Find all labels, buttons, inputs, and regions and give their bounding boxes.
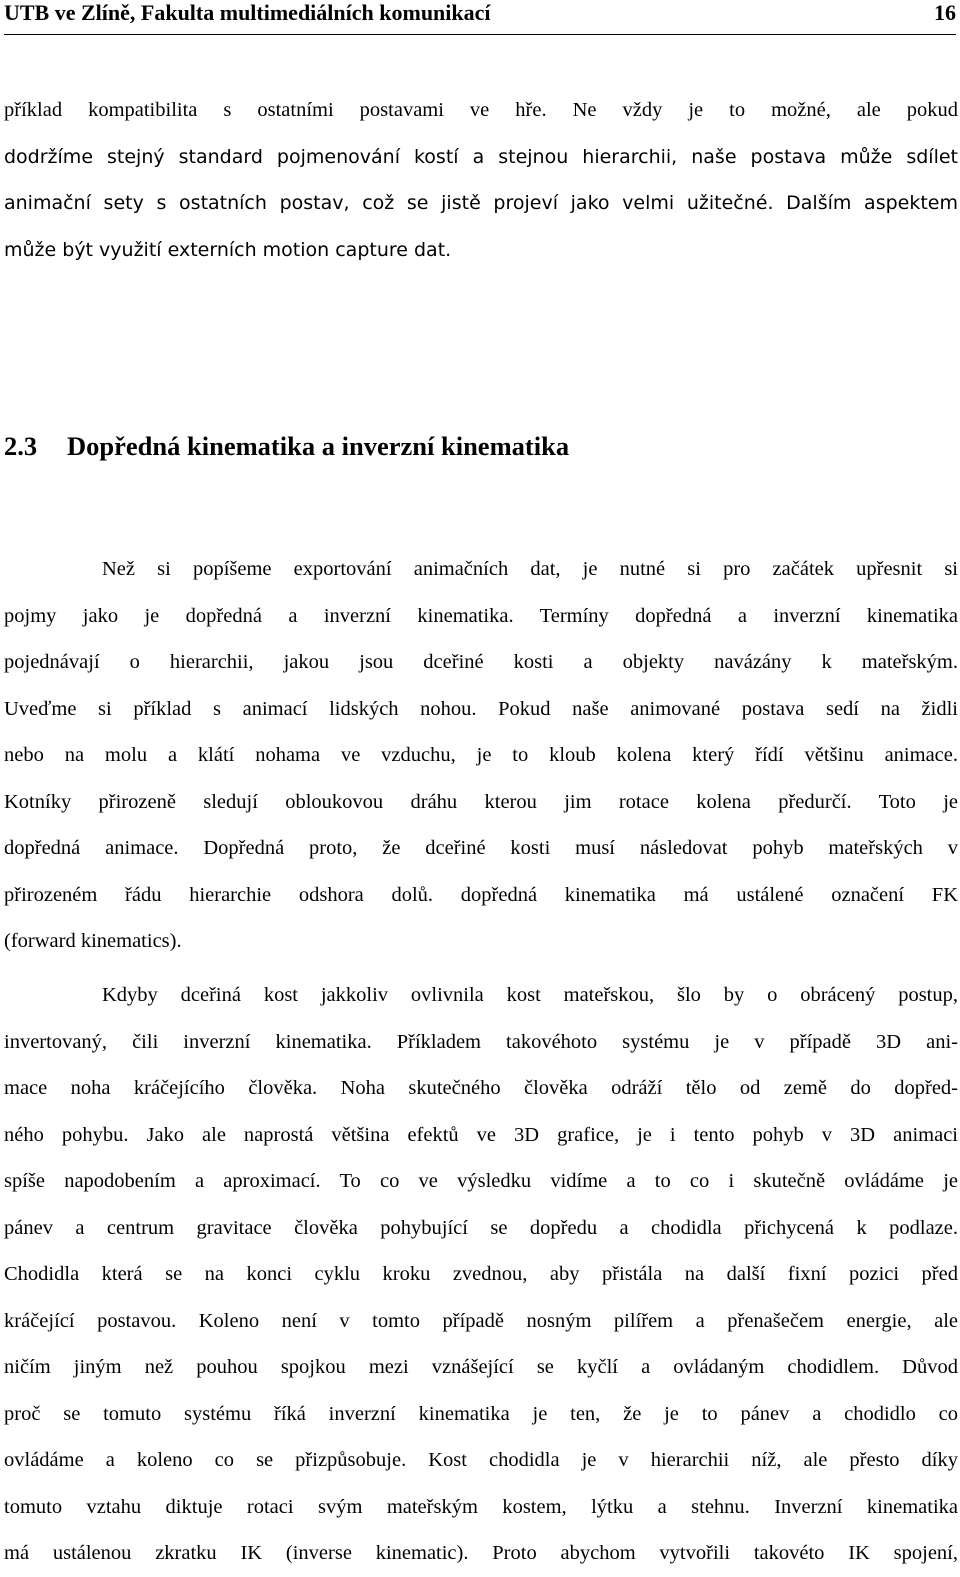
text-line: spíše napodobením a aproximací. To co ve výsledku vidíme a to co i skutečně ovládáme je [4,1170,958,1192]
section-number: 2.3 [4,431,38,461]
text-line: (forward kinematics). [4,930,182,952]
paragraph-inverse-kinematics [4,972,958,1577]
text-line: ného pohybu. Jako ale naprostá většina efektů ve 3D grafice, je i tento pohyb v 3D animaci [4,1123,958,1146]
text-line: příklad kompatibilita s ostatními postavami ve hře. Ne vždy je to možné, ale pokud [4,99,958,121]
text-line: pojednávají o hierarchii, jakou jsou dceřiné kosti a objekty navázány k mateřským. [4,651,958,673]
text-line: přirozeném řádu hierarchie odshora dolů. dopředná kinematika má ustálené označení FK [4,883,958,906]
text-line: proč se tomuto systému říká inverzní kinematika je ten, že je to pánev a chodidlo co [4,1402,958,1425]
text-line: kráčející postavou. Koleno není v tomto případě nosným pilířem a přenašečem energie, ale [4,1309,958,1332]
text-line: invertovaný, čili inverzní kinematika. Příkladem takovéhoto systému je v případě 3D ani- [4,1030,958,1053]
text-line: může být využití externích motion capture dat. [4,238,452,261]
running-header [4,0,956,35]
text-line: animační sety s ostatních postav, což se jistě projeví jako velmi užitečné. Dalším aspektem [4,192,958,214]
text-line: pojmy jako je dopředná a inverzní kinematika. Termíny dopředná a inverzní kinematika [4,604,958,627]
text-line: dodržíme stejný standard pojmenování kostí a stejnou hierarchii, naše postava může sdílet [4,145,958,168]
text-line: Uveďme si příklad s animací lidských nohou. Pokud naše animované postava sedí na židli [4,697,958,720]
text-line: mace noha kráčejícího člověka. Noha skutečného člověka odráží tělo od země do dopřed- [4,1077,958,1099]
text-line: Kdyby dceřiná kost jakkoliv ovlivnila kost mateřskou, šlo by o obrácený postup, [102,984,958,1006]
header-title: UTB ve Zlíně, Fakulta multimediálních komunikací [4,0,491,25]
text-line: Kotníky přirozeně sledují obloukovou dráhu kterou jim rotace kolena předurčí. Toto je [4,790,958,813]
page-number: 16 [934,0,956,25]
text-line: ničím jiným než pouhou spojkou mezi vznášející se kyčlí a ovládaným chodidlem. Důvod [4,1356,958,1378]
paragraph-forward-kinematics [4,546,958,965]
text-line: má ustálenou zkratku IK (inverse kinematic). Proto abychom vytvořili takovéto IK spojení, [4,1542,958,1564]
text-line: Chodidla která se na konci cyklu kroku zvednou, aby přistála na další fixní pozici před [4,1263,958,1285]
text-line: pánev a centrum gravitace člověka pohybující se dopředu a chodidla přichycená k podlaze. [4,1216,958,1239]
text-line: nebo na molu a klátí nohama ve vzduchu, je to kloub kolena který řídí většinu animace. [4,744,958,766]
text-line: Než si popíšeme exportování animačních dat, je nutné si pro začátek upřesnit si [102,558,958,580]
section-title: Dopředná kinematika a inverzní kinematika [67,431,570,461]
section-heading [4,426,569,466]
text-line: tomuto vztahu diktuje rotaci svým mateřským kostem, lýtku a stehnu. Inverzní kinematika [4,1495,958,1518]
text-line: ovládáme a koleno co se přizpůsobuje. Kost chodidla je v hierarchii níž, ale přesto díky [4,1449,958,1471]
paragraph-intro-continuation [4,87,958,273]
text-line: dopředná animace. Dopředná proto, že dceřiné kosti musí následovat pohyb mateřských v [4,837,958,859]
